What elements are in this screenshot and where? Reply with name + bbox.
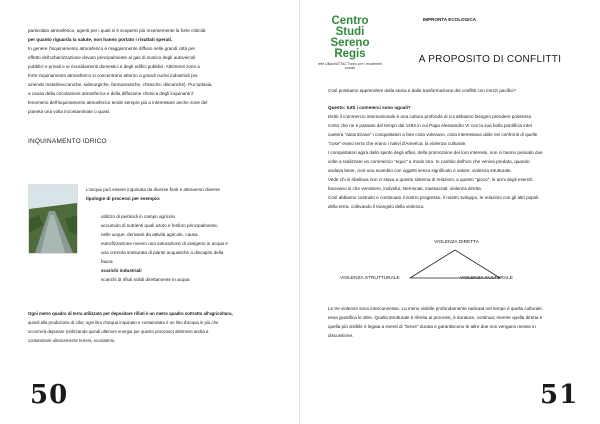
text-line: pubblici e privati e ai riscaldamenti domestici e degli edifici pubblici. Altrimenti zone a bbox=[28, 64, 200, 69]
text-line: I conquistatori agirà dallo spirito degli affari, della promozione dei loro interessi, non ci hanno pensato due bbox=[328, 150, 543, 155]
text-line: contaminare ulteriormente terreni, ecosistemi. bbox=[28, 338, 116, 343]
text-line: tipologie di processi per esempio: bbox=[86, 196, 161, 201]
text-line: della terra, coltivando il triangolo della violenza. bbox=[328, 204, 425, 209]
text-line: per quanto riguarda la salute, non hanno portato i risultati sperati. bbox=[28, 37, 173, 42]
list-item: scarichi industriali bbox=[101, 268, 142, 273]
text-line: effetto dell'urbanizzazione dovuto principalmente ai gas di scarico degli autoveicoli bbox=[28, 55, 196, 60]
text-line: Vede chi si ribellava non ci stava a questo sistema di relazioni, a questo "gioco", le armi degli eserciti bbox=[328, 177, 533, 182]
diagram-right-label: VIOLENZA CULTURALE bbox=[460, 276, 513, 281]
text-line: "cose" erano terra che erano i nativi d'America: la violenza culturale. bbox=[328, 141, 467, 146]
text-line: quindi alla produzione di cibo; ogni litro d'acqua inquinato e contaminato è un litro d'acqua in più che bbox=[28, 320, 219, 325]
logo-text: Regis bbox=[334, 48, 366, 60]
text-line: Certo che ne è passato del tempo dal 1493 in cui Papa Alessandro VI con la sua bolla pontificia inter bbox=[328, 123, 533, 128]
water-list bbox=[101, 212, 283, 284]
text-line: aziende metalmeccaniche, siderurgiche, farmaceutiche, chimiche, discariche). Pur tuttavia, bbox=[28, 82, 213, 87]
page-number: 51 bbox=[540, 380, 579, 410]
body-paragraph bbox=[328, 103, 582, 211]
list-item: utilizzo di pesticidi in campo agricolo bbox=[101, 214, 176, 219]
text-line: pianeta una volta incontaminate o quasi. bbox=[28, 109, 111, 114]
section-heading: INQUINAMENTO IDRICO bbox=[28, 138, 107, 145]
text-line: a causa della circolazione atmosferica e della diffusione chimica degli inquinanti il bbox=[28, 91, 194, 96]
lead-paragraph bbox=[328, 86, 582, 95]
closing-paragraph bbox=[28, 309, 284, 345]
text-line: Le tre violenze sono interconnesse. La meno visibile profondamente radicata nel tempo è quella culturale, bbox=[328, 306, 544, 311]
centro-studi-logo bbox=[318, 16, 382, 86]
text-line: volte a realizzare un commercio "equo" a modo loro. In cambio dell'oro che veniva predato, quando bbox=[328, 159, 530, 164]
page-title: A PROPOSITO DI CONFLITTI bbox=[418, 54, 562, 65]
text-line: andava bene, cioè uno scambio con oggetti senza significato e valore: violenza strutturale. bbox=[328, 168, 512, 173]
text-line: occorrerà depurare (utilizzando quindi ulteriore energia per questo processo) altrimenti andrà a bbox=[28, 329, 209, 334]
text-line: essa giustifica le altre. Quella strutturale è riferita ai processi, è durature, continua; mentre quella diretta è bbox=[328, 315, 543, 320]
text-line: fenomeno dell'inquinamento atmosferico tende sempre più a interessare anche zone del bbox=[28, 100, 208, 105]
logo-subtitle: rete Lilliput/ATTAC Torino per i movimenti sociali bbox=[318, 62, 382, 70]
right-page bbox=[300, 0, 600, 424]
list-item: scarichi di rifiuti solidi direttamente in acqua bbox=[101, 277, 190, 282]
text-line: L'acqua può essere inquinata da diverse fonti e attraverso diverse bbox=[86, 187, 220, 192]
section-kicker: IMPRONTA ECOLOGICA bbox=[423, 17, 477, 22]
list-item: nelle acque, derivanti da attività agricole, causa bbox=[101, 232, 198, 237]
list-item: fauna bbox=[101, 259, 113, 264]
river-photo bbox=[28, 184, 78, 254]
diagram-left-label: VIOLENZA STRUTTURALE bbox=[340, 276, 400, 281]
page-number: 50 bbox=[30, 380, 69, 410]
text-line: Ogni metro quadro di terra utilizzato per depositare rifiuti è un metro quadro sottratto all'agricoltura, bbox=[28, 311, 233, 316]
text-line: Diritti il commercio internazionale è una cultura profonda di cui abbiamo bisogno prendere possesso bbox=[328, 114, 532, 119]
text-line: Questo: tutti i commerci sono uguali? bbox=[328, 105, 411, 110]
list-item: una crescita smisurata di piante acquatiche a discapito della bbox=[101, 250, 224, 255]
logo-text: Studi bbox=[335, 26, 365, 38]
diagram-top-label: VIOLENZA DIRETTA bbox=[434, 240, 479, 245]
text-line: discussione. bbox=[328, 333, 354, 338]
text-line: Così possiamo apprendere dalla storia e dalla trasformazione dei conflitti con mezzi pacifici? bbox=[328, 88, 516, 93]
text-line: quella più visibile è legata a eventi di "breve" durata e garantiscono le altre due non vengano messe in bbox=[328, 324, 536, 329]
river-image-icon bbox=[29, 185, 77, 253]
text-line: forte inquinamento atmosferico si concentrano attorno a grandi nuclei industriali (es. bbox=[28, 73, 199, 78]
text-line: facevano si che venissero, individui, sterminati, massacrati: violenza diretta. bbox=[328, 186, 482, 191]
closing-paragraph bbox=[328, 304, 582, 340]
logo-text: Sereno bbox=[330, 37, 370, 49]
text-line: Così abbiamo costruito e continuato il nostro progresso, il nostro sviluppo, le relazioni con gli altri popoli bbox=[328, 195, 539, 200]
intro-paragraph bbox=[28, 26, 280, 116]
text-line: caetera "autorizzava" i conquistatori a fare cosa volevano, cosa interessava ubile nei confronti di quelle bbox=[328, 132, 538, 137]
list-item: accumulo di nutrienti quali azoto e fosforo principalmente, bbox=[101, 223, 219, 228]
text-line: In genere l'inquinamento atmosferico è maggiormente diffuso nelle grandi città per bbox=[28, 46, 196, 51]
list-item: eutrofizzazione ovvero una saturazione di ossigeno in acqua e bbox=[101, 241, 228, 246]
logo-text: Centro bbox=[331, 15, 369, 27]
text-line: particolato atmosferico, agenti per i quali si è scoperto più recentemente la forte criticità bbox=[28, 28, 206, 33]
water-paragraph bbox=[86, 185, 282, 203]
